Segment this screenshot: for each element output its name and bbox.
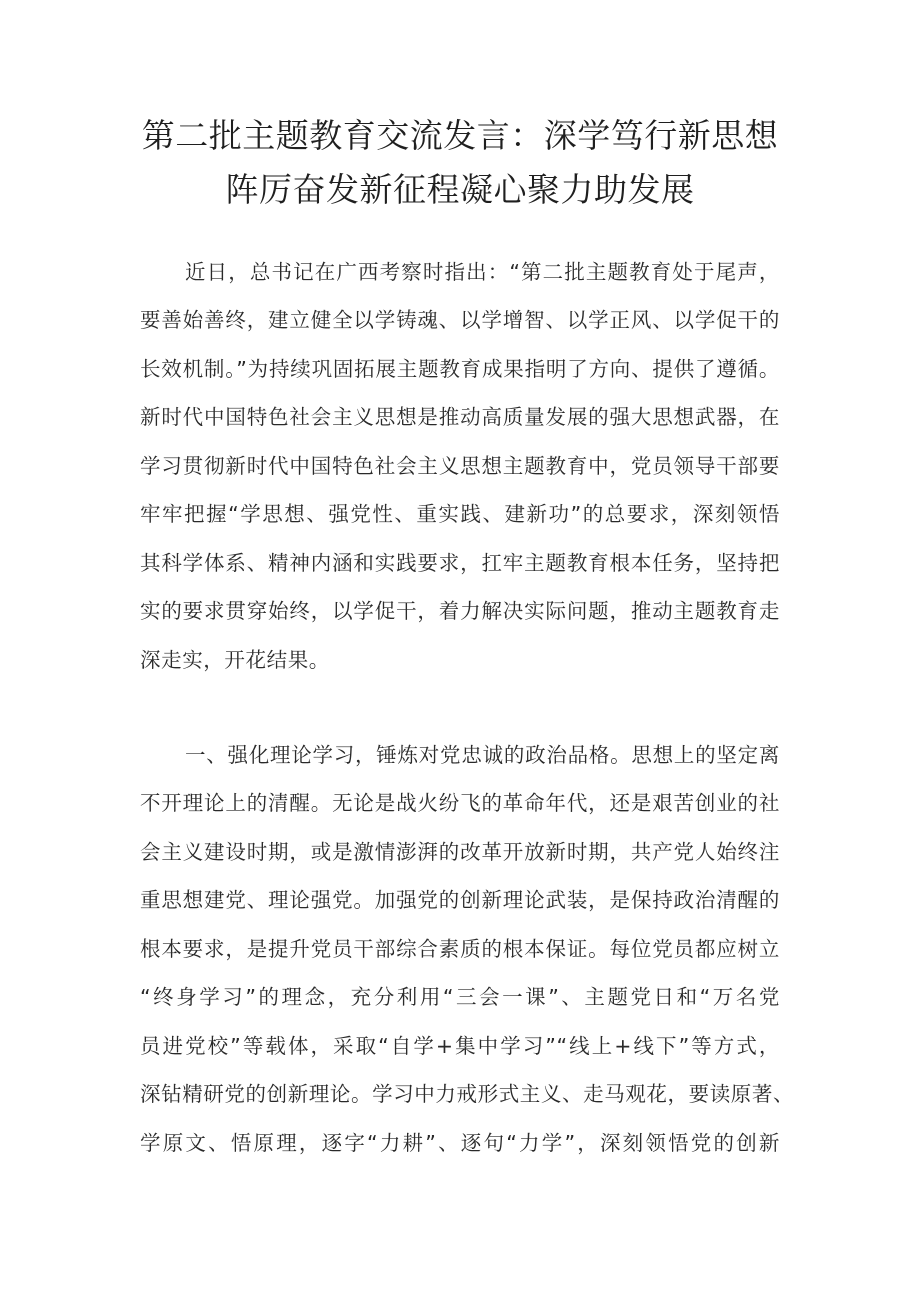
paragraph-line: 员进党校”等载体，采取“自学+集中学习”“线上+线下”等方式， — [140, 1034, 780, 1058]
document-title-line-1: 第二批主题教育交流发言：深学笃行新思想 — [141, 116, 779, 155]
paragraph-line: 不开理论上的清醒。无论是战火纷飞的革命年代，还是艰苦创业的社 — [140, 791, 780, 815]
paragraph-line: 一、强化理论学习，锤炼对党忠诚的政治品格。思想上的坚定离 — [185, 743, 780, 767]
paragraph-line: 重思想建党、理论强党。加强党的创新理论武装，是保持政治清醒的 — [140, 888, 780, 912]
paragraph-line: 长效机制。”为持续巩固拓展主题教育成果指明了方向、提供了遵循。 — [140, 357, 780, 381]
paragraph-line: 根本要求，是提升党员干部综合素质的根本保证。每位党员都应树立 — [140, 937, 780, 961]
paragraph-line: 新时代中国特色社会主义思想是推动高质量发展的强大思想武器，在 — [140, 405, 780, 429]
paragraph-line: 深钻精研党的创新理论。学习中力戒形式主义、走马观花，要读原著、 — [140, 1082, 795, 1106]
paragraph-line: 会主义建设时期，或是激情澎湃的改革开放新时期，共产党人始终注 — [140, 840, 780, 864]
paragraph-line: 深走实，开花结果。 — [140, 648, 330, 672]
paragraph-line: 学习贯彻新时代中国特色社会主义思想主题教育中，党员领导干部要 — [140, 454, 780, 478]
paragraph-line: 近日，总书记在广西考察时指出：“第二批主题教育处于尾声， — [185, 260, 780, 284]
paragraph-line: 实的要求贯穿始终，以学促干，着力解决实际问题，推动主题教育走 — [140, 599, 780, 623]
paragraph-line: 要善始善终，建立健全以学铸魂、以学增智、以学正风、以学促干的 — [140, 308, 780, 332]
paragraph-line: 牢牢把握“学思想、强党性、重实践、建新功”的总要求，深刻领悟 — [140, 502, 780, 526]
paragraph-line: 学原文、悟原理，逐字“力耕”、逐句“力学”，深刻领悟党的创新 — [140, 1131, 780, 1155]
document-title-line-2: 阵厉奋发新征程凝心聚力助发展 — [225, 170, 695, 209]
paragraph-line: 其科学体系、精神内涵和实践要求，扛牢主题教育根本任务，坚持把 — [140, 551, 780, 575]
paragraph-line: “终身学习”的理念，充分利用“三会一课”、主题党日和“万名党 — [140, 985, 780, 1009]
